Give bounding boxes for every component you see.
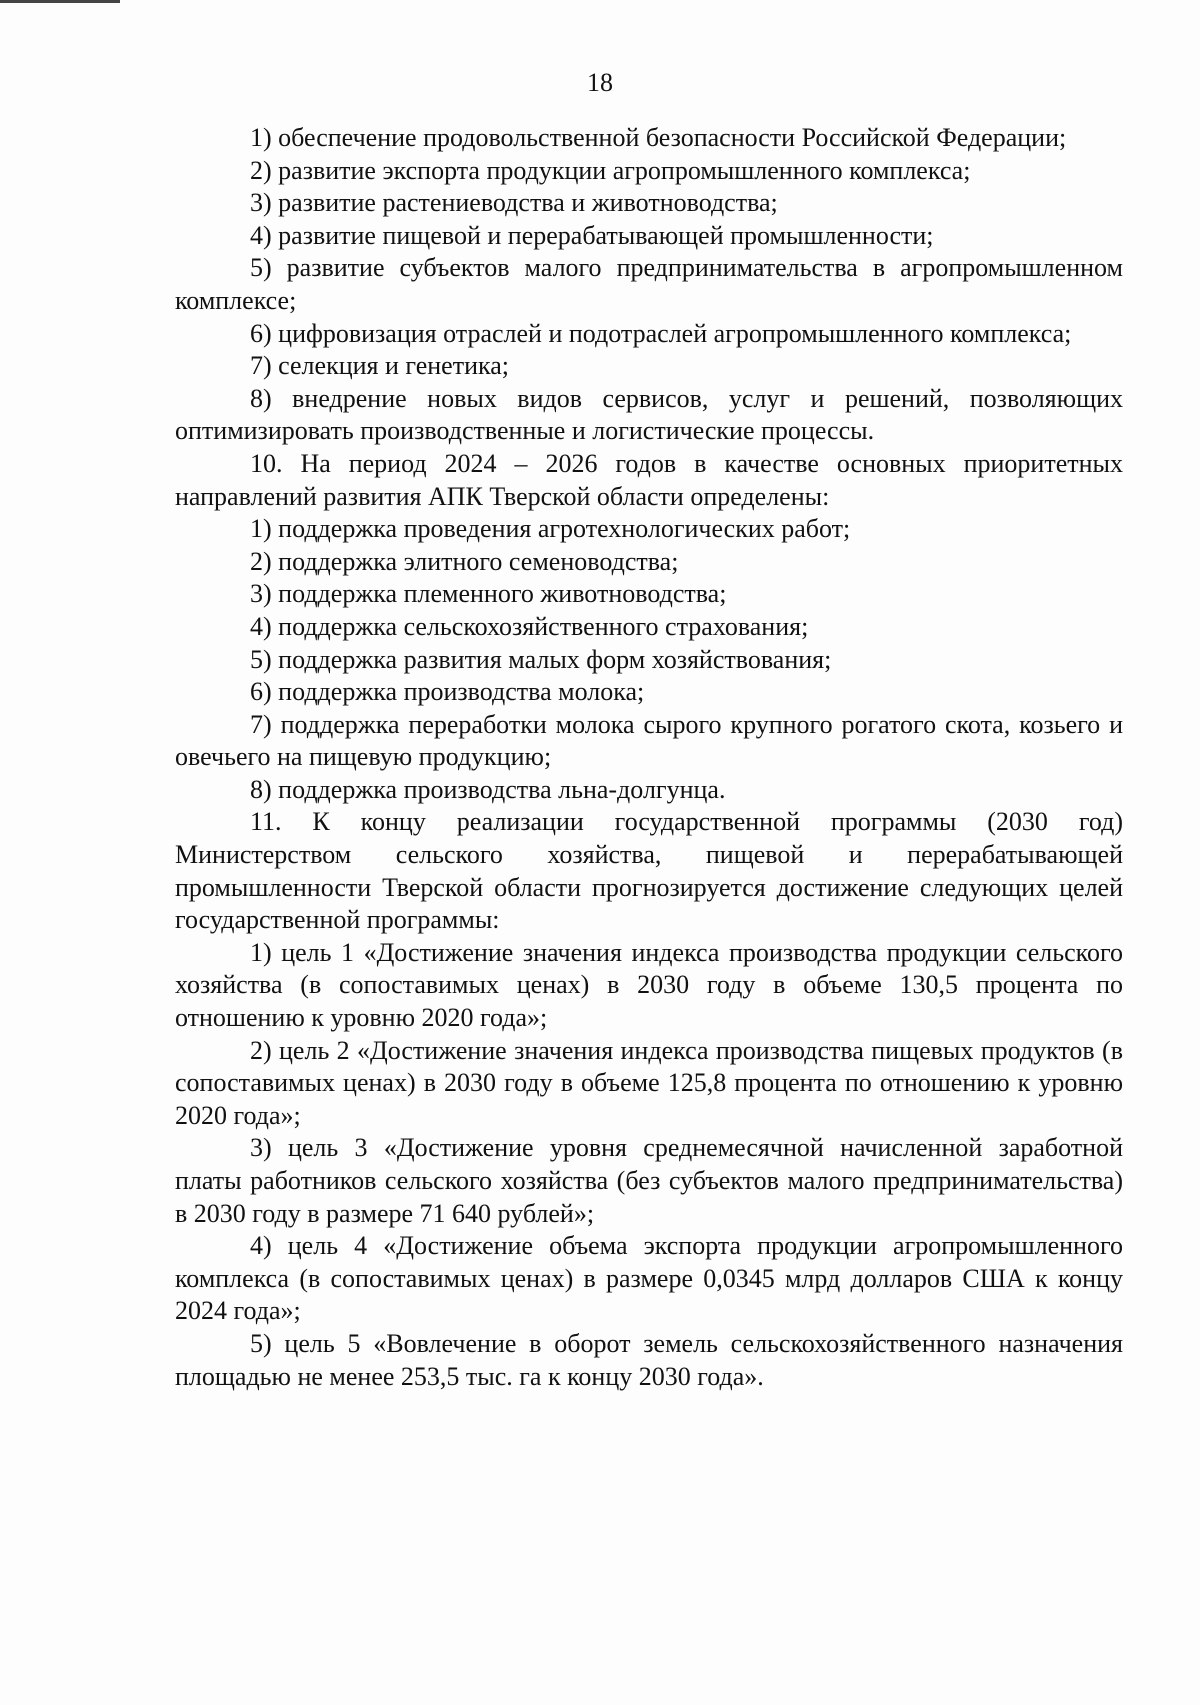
paragraph: 1) поддержка проведения агротехнологических работ;: [250, 514, 851, 544]
document-body: [175, 122, 1123, 1393]
paragraph: 8) внедрение новых видов сервисов, услуг и решений, позволяющих оптимизировать производственные и логистические процессы.: [175, 383, 1123, 446]
scan-edge-mark: [0, 0, 120, 3]
paragraph: 3) поддержка племенного животноводства;: [250, 579, 727, 609]
goal-paragraph: 5) цель 5 «Вовлечение в оборот земель сельскохозяйственного назначения площадью не менее 253,5 тыс. га к концу 2030 года».: [175, 1328, 1123, 1391]
paragraph: 3) развитие растениеводства и животноводства;: [250, 188, 778, 218]
paragraph: 1) обеспечение продовольственной безопасности Российской Федерации;: [250, 123, 1067, 152]
paragraph: 8) поддержка производства льна-долгунца.: [250, 774, 726, 804]
goal-paragraph: 4) цель 4 «Достижение объема экспорта продукции агропромышленного комплекса (в сопоставимых ценах) в размере 0,0345 млрд долларов США к концу 2024 года»;: [175, 1231, 1123, 1326]
goal-paragraph: 1) цель 1 «Достижение значения индекса производства продукции сельского хозяйства (в сопоставимых ценах) в 2030 году в объеме 130,5 процента по отношению к уровню 2020 года»;: [175, 937, 1123, 1033]
paragraph: 7) поддержка переработки молока сырого крупного рогатого скота, козьего и овечьего на пищевую продукцию;: [175, 709, 1123, 772]
goal-paragraph: 2) цель 2 «Достижение значения индекса производства пищевых продуктов (в сопоставимых ценах) в 2030 году в объеме 125,8 процента по отношению к уровню 2020 года»;: [175, 1035, 1123, 1130]
paragraph: 5) развитие субъектов малого предпринимательства в агропромышленном комплексе;: [175, 253, 1123, 315]
section-paragraph-10: 10. На период 2024 – 2026 годов в качестве основных приоритетных направлений развития АПК Тверской области определены:: [175, 448, 1123, 511]
paragraph: 4) поддержка сельскохозяйственного страхования;: [250, 611, 809, 641]
paragraph: 2) развитие экспорта продукции агропромышленного комплекса;: [250, 155, 971, 185]
paragraph: 7) селекция и генетика;: [250, 351, 509, 381]
paragraph: 6) поддержка производства молока;: [250, 677, 645, 707]
goal-paragraph: 3) цель 3 «Достижение уровня среднемесячной начисленной заработной платы работников сельского хозяйства (без субъектов малого предпринимательства) в 2030 году в размере 71 640 рублей»;: [175, 1133, 1123, 1228]
paragraph: 6) цифровизация отраслей и подотраслей агропромышленного комплекса;: [250, 318, 1072, 348]
section-paragraph-11: 11. К концу реализации государственной программы (2030 год) Министерством сельского хозяйства, пищевой и перерабатывающей промышленности Тверской области прогнозируется достижение следующих целей государственной программы:: [175, 807, 1123, 935]
paragraph: 2) поддержка элитного семеноводства;: [250, 546, 679, 576]
paragraph: 5) поддержка развития малых форм хозяйствования;: [250, 644, 832, 674]
page-number: 18: [587, 68, 613, 97]
paragraph: 4) развитие пищевой и перерабатывающей промышленности;: [250, 220, 934, 250]
